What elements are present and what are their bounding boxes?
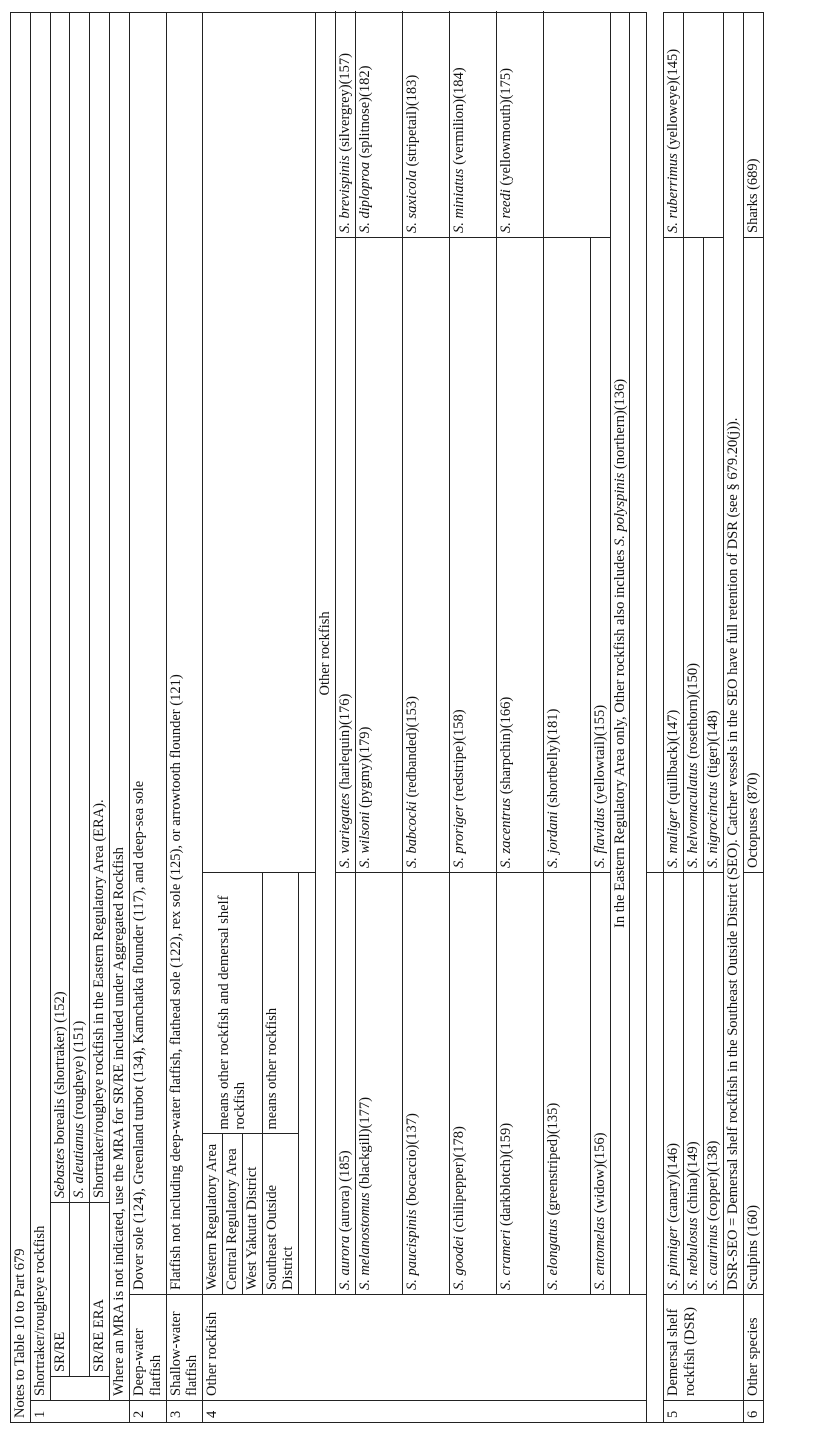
species-common: (yelloweye)(145) [665, 48, 682, 154]
species-name: S. pinniger [665, 1226, 682, 1290]
note-number: 5 [664, 1401, 743, 1423]
spacer [630, 12, 647, 1294]
species-name: S. nebulosus [685, 1217, 702, 1290]
area-name: Central Regulatory Area [222, 1134, 242, 1294]
area-meaning: means other rockfish [262, 873, 298, 1134]
species-name: S. ruberrimus [665, 153, 682, 233]
species-name: S. diploproa [356, 161, 373, 233]
species-name: S. melanostomus [356, 1192, 373, 1290]
species-cell [336, 873, 356, 1295]
species-name: S. maliger [665, 808, 682, 868]
note4-label: Other rockfish [203, 1295, 647, 1401]
era-note-species: S. polyspinis [611, 472, 628, 547]
species-common: (darkblotch)(159) [497, 1122, 514, 1230]
note1-species [90, 12, 110, 1202]
species-common: (shortbelly)(181) [544, 708, 561, 812]
species-common: (stripetail)(183) [403, 74, 420, 171]
species-common: (china)(149) [685, 1141, 702, 1218]
species-name: S. flavidus [591, 807, 608, 868]
species-name: S. elongatus [544, 1219, 561, 1290]
note1-species [50, 12, 70, 1202]
species-common: (rosethorn)(150) [685, 663, 702, 763]
species-cell [664, 873, 684, 1295]
species-name: S. variegates [337, 793, 353, 868]
species-common: borealis (shortraker) (152) [51, 991, 68, 1149]
species-common: (redbanded)(153) [403, 696, 420, 802]
species-common: (bocaccio)(137) [403, 1113, 420, 1210]
species-common: (redstripe)(158) [450, 709, 467, 805]
note-number: 2 [129, 1401, 166, 1423]
spacer [299, 873, 316, 1295]
notes-document [10, 13, 814, 1423]
note4-blank [203, 12, 316, 872]
era-note-post: (northern)(136) [611, 378, 628, 473]
species-name: S. brevispinis [337, 155, 353, 233]
other-species-item: Octopuses (870) [743, 238, 763, 873]
note1-indent [50, 1377, 109, 1401]
species-cell [449, 12, 496, 237]
species-cell [355, 12, 402, 237]
note2-text: Dover sole (124), Greenland turbot (134), Kamchatka flounder (117), and deep-sea sole [129, 12, 166, 1294]
table-title: Notes to Table 10 to Part 679 [11, 12, 31, 1422]
species-common: (canary)(146) [665, 1143, 682, 1227]
species-common: (silvergrey)(157) [337, 52, 353, 156]
note3-text: Flatfish not including deep-water flatfish, flathead sole (122), rex sole (125), or arrowtooth flounder (121) [166, 12, 203, 1294]
note1-label: SR/RE ERA [90, 1203, 110, 1377]
species-cell [704, 873, 724, 1295]
species-name: S. miniatus [450, 168, 467, 233]
species-common: (chilipepper)(178) [450, 1126, 467, 1237]
species-name: S. crameri [497, 1229, 514, 1290]
species-common: (greenstriped)(135) [544, 1102, 561, 1220]
species-common: (quillback)(147) [665, 709, 682, 809]
species-common: (widow)(156) [591, 1132, 608, 1217]
area-meaning: means other rockfish and demersal shelf rockfish [203, 873, 262, 1134]
species-cell [449, 238, 496, 873]
note-number: 6 [743, 1401, 763, 1423]
species-cell [543, 12, 610, 237]
species-name: S. saxicola [403, 170, 420, 233]
species-cell [336, 12, 356, 237]
species-cell [402, 238, 449, 873]
species-cell [402, 12, 449, 237]
species-name: S. babcocki [403, 801, 420, 868]
species-name: S. reedi [497, 189, 514, 233]
note1-label: SR/RE [50, 1203, 70, 1377]
era-note [610, 12, 630, 1294]
species-cell [496, 873, 543, 1295]
species-common: Shortraker/rougheye rockfish in the Eastern Regulatory Area (ERA). [91, 799, 108, 1198]
note1-heading: Shortraker/rougheye rockfish [30, 12, 50, 1400]
species-name: S. nigrocinctus [705, 781, 722, 868]
species-cell [684, 12, 724, 237]
species-cell [664, 12, 684, 237]
species-cell [402, 873, 449, 1295]
species-name: S. proriger [450, 804, 467, 868]
species-common: (vermilion)(184) [450, 67, 467, 169]
note-number: 3 [166, 1401, 203, 1423]
dsr-seo-note: DSR-SEO = Demersal shelf rockfish in the Southeast Outside District (SEO). Catcher vessels in the SEO have full retention of DSR (see § 679.20(j)). [723, 12, 743, 1294]
note5-label: Demersal shelf rockfish (DSR) [664, 1295, 743, 1401]
area-name: West Yakutat District [242, 1134, 262, 1294]
notes-table [10, 12, 764, 1423]
species-common: (yellowmouth)(175) [497, 68, 514, 190]
species-common: (pygmy)(179) [356, 726, 373, 812]
species-cell [704, 238, 724, 873]
species-common: (blackgill)(177) [356, 1097, 373, 1193]
species-name: S. aurora [337, 1235, 353, 1290]
species-cell [664, 238, 684, 873]
note1-species [70, 12, 90, 1202]
species-name: S. goodei [450, 1236, 467, 1290]
species-cell [590, 873, 610, 1295]
species-cell [684, 238, 704, 873]
species-cell [543, 238, 590, 873]
species-name: S. helvomaculatus [685, 762, 702, 868]
species-common: (tiger)(148) [705, 710, 722, 782]
species-cell [543, 873, 590, 1295]
area-name: Western Regulatory Area [203, 1134, 222, 1294]
other-species-item: Sculpins (160) [743, 873, 763, 1295]
species-cell [590, 238, 610, 873]
note6-label: Other species [743, 1295, 763, 1401]
species-cell [496, 12, 543, 237]
note1-footer: Where an MRA is not indicated, use the MRA for SR/RE included under Aggregated Rockfish [110, 12, 130, 1400]
species-name: S. paucispinis [403, 1209, 420, 1290]
note-number: 1 [30, 1401, 129, 1423]
species-common: (harlequin)(176) [337, 693, 353, 794]
species-common: (splitnose)(182) [356, 65, 373, 162]
species-cell [336, 238, 356, 873]
spacer [647, 873, 664, 1423]
note-number: 4 [203, 1401, 647, 1423]
species-name: S. caurinus [705, 1224, 722, 1290]
species-common: (yellowtail)(155) [591, 704, 608, 808]
other-rockfish-heading: Other rockfish [316, 12, 336, 1294]
species-cell [449, 873, 496, 1295]
species-name: S. entomelas [591, 1216, 608, 1290]
species-common: (rougheye) (151) [71, 1020, 88, 1124]
era-note-pre: In the Eastern Regulatory Area only, Other rockfish also includes [611, 546, 628, 929]
species-cell [355, 238, 402, 873]
note3-label: Shallow-water flatfish [166, 1295, 203, 1401]
species-name: S. zacentrus [497, 797, 514, 868]
note4-areas [203, 873, 299, 1295]
species-common: (copper)(138) [705, 1140, 722, 1225]
species-name: S. aleutianus [71, 1123, 88, 1198]
area-table [203, 873, 298, 1294]
species-common: (aurora) (185) [337, 1150, 353, 1236]
species-common: (sharpchin)(166) [497, 696, 514, 798]
area-name: Southeast Outside District [262, 1134, 298, 1294]
species-cell [355, 873, 402, 1295]
species-cell [684, 873, 704, 1295]
species-cell [496, 238, 543, 873]
other-species-item: Sharks (689) [743, 12, 763, 237]
note2-label: Deep-water flatfish [129, 1295, 166, 1401]
note1-label [70, 1203, 90, 1377]
species-name: Sebastes [51, 1148, 68, 1198]
species-name: S. wilsoni [356, 811, 373, 868]
species-name: S. jordani [544, 811, 561, 868]
